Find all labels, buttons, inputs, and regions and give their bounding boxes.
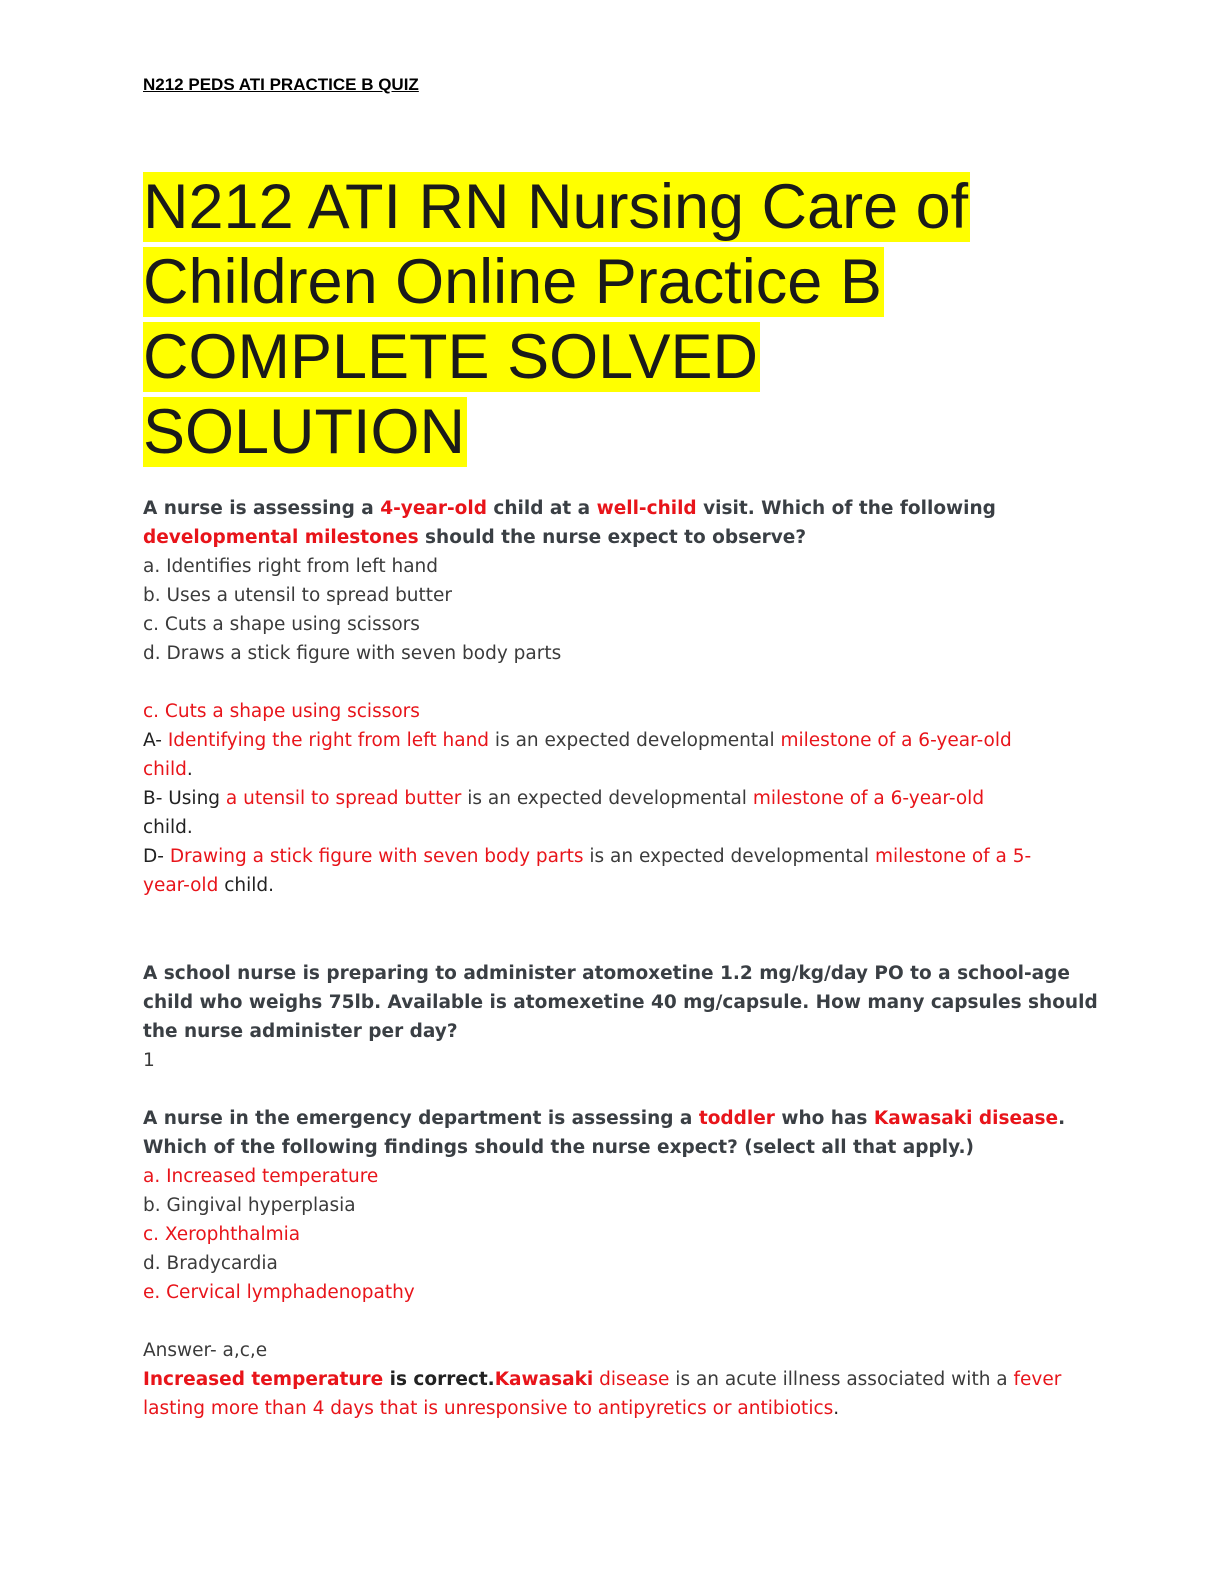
question-1	[143, 494, 1073, 900]
title-line: SOLUTION	[143, 397, 466, 467]
option-d: d. Draws a stick figure with seven body parts	[143, 643, 562, 664]
question-3-stem-line-1: A nurse in the emergency department is assessing a toddler who has Kawasaki disease.	[143, 1108, 1066, 1129]
option-a: a. Identifies right from left hand	[143, 556, 439, 577]
question-2-stem-line-1: A school nurse is preparing to administer atomoxetine 1.2 mg/kg/day PO to a school-age	[143, 963, 1070, 984]
title-line: N212 ATI RN Nursing Care of	[143, 172, 969, 242]
rationale-a: A- Identifying the right from left hand is an expected developmental milestone of a 6-year-old	[143, 730, 1012, 751]
option-d: d. Bradycardia	[143, 1253, 278, 1274]
title-line: Children Online Practice B	[143, 247, 882, 317]
question-2-stem-line-2: child who weighs 75lb. Available is atomexetine 40 mg/capsule. How many capsules should	[143, 992, 1098, 1013]
question-1-stem-line-1: A nurse is assessing a 4-year-old child at a well-child visit. Which of the following	[143, 498, 996, 519]
rationale-line-2: lasting more than 4 days that is unresponsive to antipyretics or antibiotics.	[143, 1398, 840, 1419]
question-2-stem-line-3: the nurse administer per day?	[143, 1021, 458, 1042]
question-1-answer: c. Cuts a shape using scissors	[143, 701, 420, 722]
document-title	[143, 170, 1043, 470]
option-b: b. Uses a utensil to spread butter	[143, 585, 453, 606]
rationale-b: B- Using a utensil to spread butter is an expected developmental milestone of a 6-year-old	[143, 788, 985, 809]
question-1-stem-line-2: developmental milestones should the nurse expect to observe?	[143, 527, 807, 548]
title-line: COMPLETE SOLVED	[143, 322, 758, 392]
rationale-a-cont: child.	[143, 759, 193, 780]
option-c: c. Cuts a shape using scissors	[143, 614, 420, 635]
document-header: N212 PEDS ATI PRACTICE B QUIZ	[143, 75, 419, 94]
question-2	[143, 959, 1098, 1075]
question-3	[143, 1104, 1073, 1423]
question-3-answer: Answer- a,c,e	[143, 1340, 268, 1361]
rationale-b-cont: child.	[143, 817, 193, 838]
rationale-d-cont: year-old child.	[143, 875, 274, 896]
option-b: b. Gingival hyperplasia	[143, 1195, 356, 1216]
option-c: c. Xerophthalmia	[143, 1224, 301, 1245]
question-3-stem-line-2: Which of the following findings should the nurse expect? (select all that apply.)	[143, 1137, 974, 1158]
rationale-line-1: Increased temperature is correct.Kawasaki disease is an acute illness associated with a fever	[143, 1369, 1062, 1390]
rationale-d: D- Drawing a stick figure with seven body parts is an expected developmental milestone of a 5-	[143, 846, 1032, 867]
option-a: a. Increased temperature	[143, 1166, 379, 1187]
question-2-answer: 1	[143, 1050, 155, 1071]
option-e: e. Cervical lymphadenopathy	[143, 1282, 415, 1303]
